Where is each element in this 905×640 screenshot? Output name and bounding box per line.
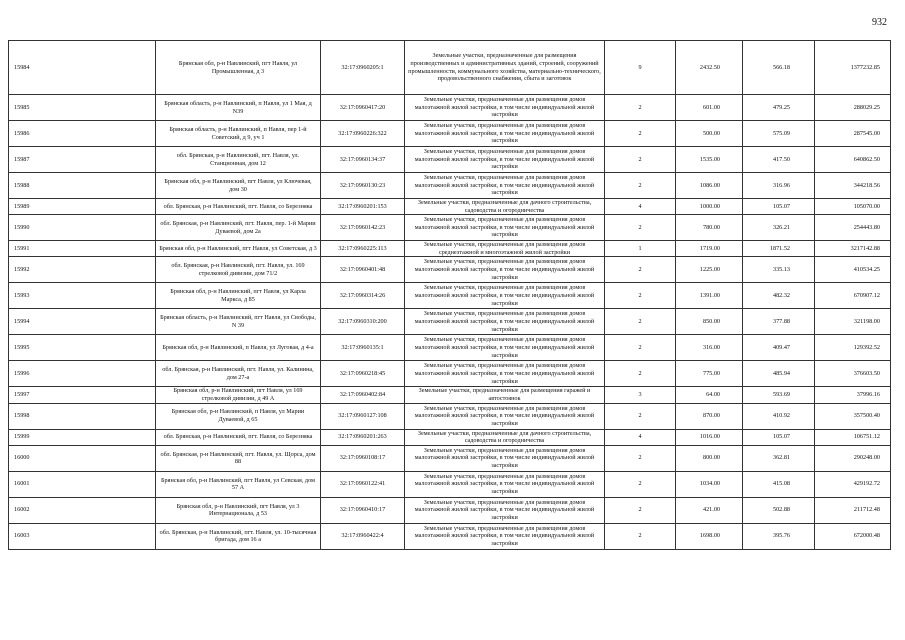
use-group-cell: 2	[605, 445, 676, 471]
use-group-cell: 2	[605, 523, 676, 549]
area-cell: 775.00	[676, 361, 743, 387]
specific-value-cell: 316.96	[743, 173, 815, 199]
land-use-cell: Земельные участки, предназначенные для размещения производственных и административных зданий, строений, сооружений промышленности, коммунального хозяйства, материально-технического, продовольственного снабжения, сбыта и заготовок	[405, 41, 605, 95]
cadastral-number-cell: 32:17:0960108:17	[321, 445, 405, 471]
address-cell: Брянская обл, р-н Навлинский, п Навля, ул Марии Дуваевой, д 65	[156, 403, 321, 429]
area-cell: 800.00	[676, 445, 743, 471]
table-row	[9, 199, 891, 215]
row-number: 15999	[9, 429, 156, 445]
row-number: 15985	[9, 95, 156, 121]
cadastral-value-cell: 1377232.85	[815, 41, 891, 95]
table-row	[9, 95, 891, 121]
area-cell: 601.00	[676, 95, 743, 121]
land-use-cell: Земельные участки, предназначенные для размещения домов малоэтажной жилой застройки, в том числе индивидуальной жилой застройки	[405, 523, 605, 549]
land-use-cell: Земельные участки, предназначенные для размещения домов малоэтажной жилой застройки, в том числе индивидуальной жилой застройки	[405, 403, 605, 429]
specific-value-cell: 1871.52	[743, 241, 815, 257]
specific-value-cell: 105.07	[743, 199, 815, 215]
cadastral-number-cell: 32:17:0960225:113	[321, 241, 405, 257]
area-cell: 1698.00	[676, 523, 743, 549]
specific-value-cell: 326.21	[743, 215, 815, 241]
cadastral-number-cell: 32:17:0960410:17	[321, 497, 405, 523]
table-row	[9, 361, 891, 387]
cadastral-value-cell: 410534.25	[815, 257, 891, 283]
cadastral-number-cell: 32:17:0960134:37	[321, 147, 405, 173]
use-group-cell: 2	[605, 335, 676, 361]
use-group-cell: 9	[605, 41, 676, 95]
address-cell: Брянская обл, р-н Навлинский, пгт Навля, ул Промышленная, д 3	[156, 41, 321, 95]
specific-value-cell: 377.88	[743, 309, 815, 335]
use-group-cell: 2	[605, 121, 676, 147]
specific-value-cell: 575.09	[743, 121, 815, 147]
cadastral-value-cell: 37996.16	[815, 387, 891, 403]
specific-value-cell: 335.13	[743, 257, 815, 283]
cadastral-number-cell: 32:17:0960226:322	[321, 121, 405, 147]
cadastral-value-cell: 105070.00	[815, 199, 891, 215]
row-number: 16002	[9, 497, 156, 523]
row-number: 15993	[9, 283, 156, 309]
row-number: 15990	[9, 215, 156, 241]
area-cell: 421.00	[676, 497, 743, 523]
row-number: 16003	[9, 523, 156, 549]
address-cell: Брянская область, р-н Навлинский, п Навля, ул 1 Мая, д N39	[156, 95, 321, 121]
cadastral-value-cell: 670907.12	[815, 283, 891, 309]
use-group-cell: 2	[605, 361, 676, 387]
row-number: 15994	[9, 309, 156, 335]
cadastral-value-cell: 376603.50	[815, 361, 891, 387]
address-cell: обл. Брянская, р-н Навлинский, пгт. Навля, ул. Станционная, дом 12	[156, 147, 321, 173]
area-cell: 1086.00	[676, 173, 743, 199]
cadastral-number-cell: 32:17:0960201:263	[321, 429, 405, 445]
cadastral-value-table	[8, 40, 891, 550]
address-cell: обл. Брянская, р-н Навлинский, пгт. Навля, ул. Калинина, дом 27-а	[156, 361, 321, 387]
row-number: 16000	[9, 445, 156, 471]
land-use-cell: Земельные участки, предназначенные для дачного строительства, садоводства и огородничества	[405, 199, 605, 215]
address-cell: Брянская область, р-н Навлинский, пгт Навля, ул Свободы, N 39	[156, 309, 321, 335]
area-cell: 780.00	[676, 215, 743, 241]
land-use-cell: Земельные участки, предназначенные для размещения домов малоэтажной жилой застройки, в том числе индивидуальной жилой застройки	[405, 147, 605, 173]
cadastral-number-cell: 32:17:0960130:23	[321, 173, 405, 199]
cadastral-number-cell: 32:17:0960401:48	[321, 257, 405, 283]
cadastral-value-cell: 287545.00	[815, 121, 891, 147]
area-cell: 1016.00	[676, 429, 743, 445]
specific-value-cell: 485.94	[743, 361, 815, 387]
land-use-cell: Земельные участки, предназначенные для размещения домов малоэтажной жилой застройки, в том числе индивидуальной жилой застройки	[405, 335, 605, 361]
use-group-cell: 2	[605, 257, 676, 283]
row-number: 16001	[9, 471, 156, 497]
cadastral-value-cell: 106751.12	[815, 429, 891, 445]
table-row	[9, 445, 891, 471]
use-group-cell: 2	[605, 147, 676, 173]
land-use-cell: Земельные участки, предназначенные для размещения домов малоэтажной жилой застройки, в том числе индивидуальной жилой застройки	[405, 361, 605, 387]
table-row	[9, 41, 891, 95]
land-use-cell: Земельные участки, предназначенные для размещения домов малоэтажной жилой застройки, в том числе индивидуальной жилой застройки	[405, 121, 605, 147]
address-cell: обл. Брянская, р-н Навлинский, пгт. Навля, пер. 1-й Марии Дуваевой, дом 2а	[156, 215, 321, 241]
land-use-cell: Земельные участки, предназначенные для дачного строительства, садоводства и огородничества	[405, 429, 605, 445]
specific-value-cell: 409.47	[743, 335, 815, 361]
cadastral-number-cell: 32:17:0960122:41	[321, 471, 405, 497]
table-row	[9, 497, 891, 523]
table-row	[9, 387, 891, 403]
table-row	[9, 523, 891, 549]
cadastral-value-cell: 672000.48	[815, 523, 891, 549]
land-use-cell: Земельные участки, предназначенные для размещения домов малоэтажной жилой застройки, в том числе индивидуальной жилой застройки	[405, 309, 605, 335]
address-cell: Брянская обл, р-н Навлинский, пгт Навля, ул Карла Маркса, д 85	[156, 283, 321, 309]
area-cell: 1535.00	[676, 147, 743, 173]
land-use-cell: Земельные участки, предназначенные для размещения домов среднеэтажной и многоэтажной жилой застройки	[405, 241, 605, 257]
table-row	[9, 471, 891, 497]
cadastral-number-cell: 32:17:0960314:26	[321, 283, 405, 309]
address-cell: обл. Брянская, р-н Навлинский, пгт. Навля, ул. 169 стрелковой дивизии, дом 71/2	[156, 257, 321, 283]
cadastral-number-cell: 32:17:0960142:23	[321, 215, 405, 241]
land-use-cell: Земельные участки, предназначенные для размещения домов малоэтажной жилой застройки, в том числе индивидуальной жилой застройки	[405, 95, 605, 121]
row-number: 15997	[9, 387, 156, 403]
table-row	[9, 147, 891, 173]
specific-value-cell: 566.18	[743, 41, 815, 95]
use-group-cell: 2	[605, 471, 676, 497]
row-number: 15986	[9, 121, 156, 147]
cadastral-value-cell: 321198.00	[815, 309, 891, 335]
row-number: 15992	[9, 257, 156, 283]
address-cell: обл. Брянская, р-н Навлинский, пгт. Навля, ул. 10-тысячная бригада, дом 16 а	[156, 523, 321, 549]
cadastral-value-cell: 640862.50	[815, 147, 891, 173]
specific-value-cell: 502.88	[743, 497, 815, 523]
specific-value-cell: 105.07	[743, 429, 815, 445]
cadastral-number-cell: 32:17:0960402:84	[321, 387, 405, 403]
cadastral-number-cell: 32:17:0960218:45	[321, 361, 405, 387]
area-cell: 316.00	[676, 335, 743, 361]
address-cell: Брянская обл, р-н Навлинский, пгт Навля, ул Севская, дом 57 А	[156, 471, 321, 497]
cadastral-value-cell: 357500.40	[815, 403, 891, 429]
use-group-cell: 4	[605, 429, 676, 445]
cadastral-value-cell: 290248.00	[815, 445, 891, 471]
specific-value-cell: 479.25	[743, 95, 815, 121]
land-use-cell: Земельные участки, предназначенные для размещения домов малоэтажной жилой застройки, в том числе индивидуальной жилой застройки	[405, 471, 605, 497]
cadastral-value-cell: 344218.56	[815, 173, 891, 199]
cadastral-value-cell: 254443.80	[815, 215, 891, 241]
table-row	[9, 257, 891, 283]
area-cell: 870.00	[676, 403, 743, 429]
cadastral-value-cell: 211712.48	[815, 497, 891, 523]
land-use-cell: Земельные участки, предназначенные для размещения домов малоэтажной жилой застройки, в том числе индивидуальной жилой застройки	[405, 497, 605, 523]
area-cell: 1000.00	[676, 199, 743, 215]
row-number: 15996	[9, 361, 156, 387]
use-group-cell: 2	[605, 283, 676, 309]
specific-value-cell: 362.81	[743, 445, 815, 471]
area-cell: 1034.00	[676, 471, 743, 497]
table-row	[9, 335, 891, 361]
row-number: 15998	[9, 403, 156, 429]
cadastral-number-cell: 32:17:0960417:20	[321, 95, 405, 121]
cadastral-number-cell: 32:17:0960135:1	[321, 335, 405, 361]
page-number: 932	[872, 17, 887, 28]
row-number: 15991	[9, 241, 156, 257]
row-number: 15984	[9, 41, 156, 95]
address-cell: обл. Брянская, р-н Навлинский, пгт. Навля, ул. Щорса, дом 88	[156, 445, 321, 471]
specific-value-cell: 482.32	[743, 283, 815, 309]
land-use-cell: Земельные участки, предназначенные для размещения гаражей и автостоянок	[405, 387, 605, 403]
table-row	[9, 173, 891, 199]
area-cell: 1719.00	[676, 241, 743, 257]
cadastral-number-cell: 32:17:0960422:4	[321, 523, 405, 549]
address-cell: Брянская обл, р-н Навлинский, п Навля, ул Луговая, д 4-а	[156, 335, 321, 361]
table-row	[9, 429, 891, 445]
address-cell: Брянская обл, р-н Навлинский, пгт Навля, ул 3 Интернационала, д 53	[156, 497, 321, 523]
area-cell: 1391.00	[676, 283, 743, 309]
specific-value-cell: 415.08	[743, 471, 815, 497]
area-cell: 850.00	[676, 309, 743, 335]
cadastral-number-cell: 32:17:0960127:108	[321, 403, 405, 429]
table-row	[9, 121, 891, 147]
area-cell: 64.00	[676, 387, 743, 403]
specific-value-cell: 417.50	[743, 147, 815, 173]
specific-value-cell: 395.76	[743, 523, 815, 549]
row-number: 15989	[9, 199, 156, 215]
cadastral-number-cell: 32:17:0960310:200	[321, 309, 405, 335]
land-use-cell: Земельные участки, предназначенные для размещения домов малоэтажной жилой застройки, в том числе индивидуальной жилой застройки	[405, 173, 605, 199]
use-group-cell: 1	[605, 241, 676, 257]
area-cell: 500.00	[676, 121, 743, 147]
cadastral-value-cell: 129392.52	[815, 335, 891, 361]
use-group-cell: 2	[605, 497, 676, 523]
table-row	[9, 403, 891, 429]
land-use-cell: Земельные участки, предназначенные для размещения домов малоэтажной жилой застройки, в том числе индивидуальной жилой застройки	[405, 445, 605, 471]
cadastral-number-cell: 32:17:0960205:1	[321, 41, 405, 95]
cadastral-value-cell: 288029.25	[815, 95, 891, 121]
address-cell: Брянская обл, р-н Навлинский, пгт Навля, ул Советская, д 3	[156, 241, 321, 257]
use-group-cell: 2	[605, 215, 676, 241]
row-number: 15988	[9, 173, 156, 199]
table-row	[9, 241, 891, 257]
land-use-cell: Земельные участки, предназначенные для размещения домов малоэтажной жилой застройки, в том числе индивидуальной жилой застройки	[405, 283, 605, 309]
table-row	[9, 215, 891, 241]
address-cell: Брянская обл, р-н Навлинский, пгт Навля, ул Ключевая, дом 30	[156, 173, 321, 199]
specific-value-cell: 593.69	[743, 387, 815, 403]
use-group-cell: 2	[605, 309, 676, 335]
cadastral-number-cell: 32:17:0960201:153	[321, 199, 405, 215]
cadastral-value-cell: 3217142.88	[815, 241, 891, 257]
use-group-cell: 2	[605, 95, 676, 121]
row-number: 15987	[9, 147, 156, 173]
land-use-cell: Земельные участки, предназначенные для размещения домов малоэтажной жилой застройки, в том числе индивидуальной жилой застройки	[405, 257, 605, 283]
address-cell: обл. Брянская, р-н Навлинский, пгт. Навля, со Березняка	[156, 199, 321, 215]
area-cell: 1225.00	[676, 257, 743, 283]
cadastral-value-cell: 429192.72	[815, 471, 891, 497]
use-group-cell: 2	[605, 403, 676, 429]
row-number: 15995	[9, 335, 156, 361]
use-group-cell: 2	[605, 173, 676, 199]
area-cell: 2432.50	[676, 41, 743, 95]
specific-value-cell: 410.92	[743, 403, 815, 429]
use-group-cell: 3	[605, 387, 676, 403]
address-cell: Брянская обл, р-н Навлинский, пгт Навля, ул 169 стрелковой дивизии, д 49 А	[156, 387, 321, 403]
address-cell: Брянская область, р-н Навлинский, п Навля, пер 1-й Советский, д 9, уч 1	[156, 121, 321, 147]
land-use-cell: Земельные участки, предназначенные для размещения домов малоэтажной жилой застройки, в том числе индивидуальной жилой застройки	[405, 215, 605, 241]
use-group-cell: 4	[605, 199, 676, 215]
table-row	[9, 309, 891, 335]
table-row	[9, 283, 891, 309]
address-cell: обл. Брянская, р-н Навлинский, пгт. Навля, со Березняка	[156, 429, 321, 445]
